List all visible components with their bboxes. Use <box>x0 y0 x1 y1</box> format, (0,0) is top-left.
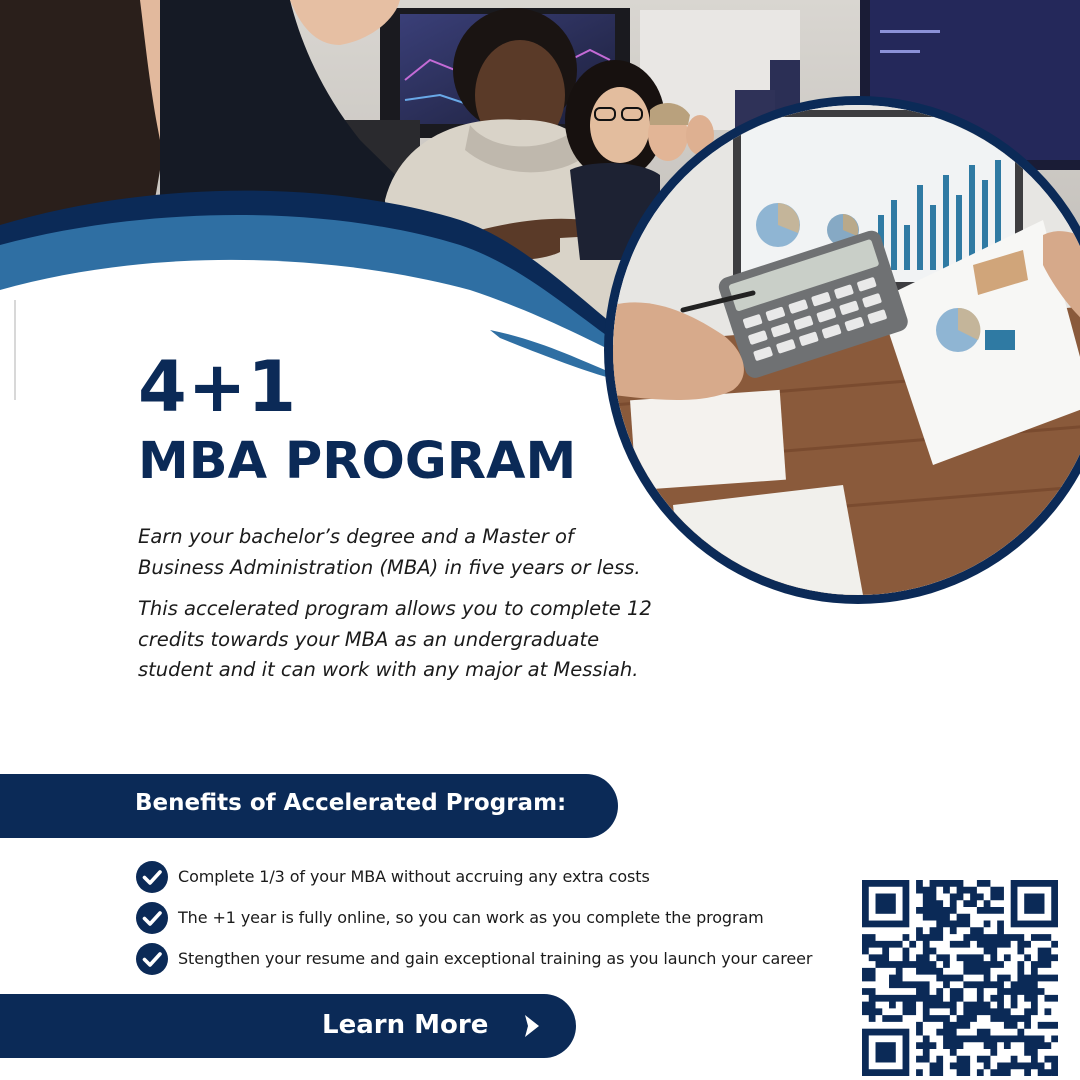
check-circle-icon <box>136 902 168 934</box>
benefit-text: The +1 year is fully online, so you can work as you complete the program <box>178 908 764 927</box>
benefit-text: Complete 1/3 of your MBA without accruing any extra costs <box>178 867 650 886</box>
list-item <box>136 938 812 979</box>
benefits-list <box>136 856 812 979</box>
program-number-title: 4+1 <box>138 346 298 428</box>
list-item <box>136 897 812 938</box>
chevron-right-icon <box>520 1013 544 1039</box>
learn-more-button[interactable] <box>0 994 576 1058</box>
list-item <box>136 856 812 897</box>
qr-code-icon[interactable] <box>862 880 1058 1076</box>
benefit-text: Stengthen your resume and gain exceptional training as you launch your career <box>178 949 813 968</box>
circle-photo <box>613 105 1080 595</box>
benefits-heading: Benefits of Accelerated Program: <box>135 790 567 816</box>
check-circle-icon <box>136 861 168 893</box>
check-circle-icon <box>136 943 168 975</box>
program-title: MBA PROGRAM <box>138 432 577 491</box>
circle-photo-frame <box>604 96 1080 604</box>
benefits-banner <box>0 774 618 838</box>
description-paragraph-1: Earn your bachelor’s degree and a Master of Business Administration (MBA) in five years or less. <box>138 525 641 579</box>
description-paragraph-2: This accelerated program allows you to complete 12 credits towards your MBA as an undergraduate student and it can work with any major at Messiah. <box>138 597 652 681</box>
learn-more-label: Learn More <box>322 1010 489 1040</box>
